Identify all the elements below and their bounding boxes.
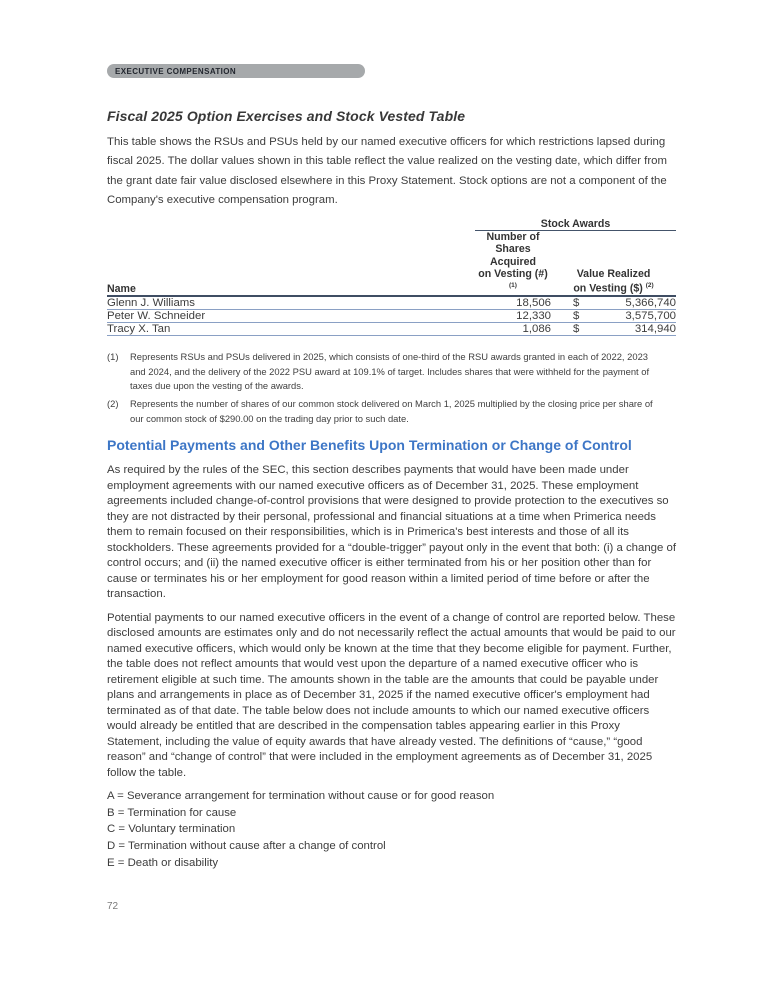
gap-cell [551,323,573,336]
definitions-list [107,788,677,871]
name-cell: Glenn J. Williams [107,297,195,310]
value-column-header [551,231,676,297]
definition-b: B = Termination for cause [107,806,237,819]
value-amount: 3,575,700 [625,310,677,323]
shares-cell: 1,086 [522,323,551,336]
footnote-2 [107,397,664,426]
definition-a: A = Severance arrangement for termination without cause or for good reason [107,790,495,803]
page-number: 72 [107,901,119,912]
dollar-sign: $ [573,323,580,336]
gap-cell [551,310,573,323]
column-header-row [107,231,676,297]
potential-payments-heading: Potential Payments and Other Benefits Upon Termination or Change of Control [107,437,632,454]
table-row [107,310,676,323]
shares-cell: 12,330 [516,310,551,323]
value-header-line1: Value Realized [576,268,651,281]
footnote-text: Represents RSUs and PSUs delivered in 2025, which consists of one-third of the RSU awards granted in each of 2022, 2023 and 2024, and the delivery of the 2022 PSU award at 109.1% of target. Includes shares that were withheld for the payment of taxes due upon the vesting of the awards. [130,351,650,392]
intro-paragraph: This table shows the RSUs and PSUs held by our named executive officers for which restrictions lapsed during fiscal 2025. The dollar values shown in this table reflect the value realized on the vesting date, which differ from the grant date fair value disclosed elsewhere in this Proxy Statement. Stock options are not a component of the Company's executive compensation program. [107,136,667,206]
name-cell: Peter W. Schneider [107,310,206,323]
potential-payments-paragraph-1: As required by the rules of the SEC, this section describes payments that would have been made under employment agreements with our named executive officers as of December 31, 2025. These employment agreements included change-of-control provisions that were designed to provide protection to the executives so they are not distracted by their personal, professional and financial situations at a time when Primerica needs them to remain focused on their responsibilities, which is in Primerica's best interests and those of all its stockholders. These agreements provided for a “double-trigger” payout only in the event that both: (i) a change of control occurs; and (ii) the named executive officer is either terminated from his or her position other than for cause or terminates his or her employment for good reason within a limited period of time before or after the transaction. [107,464,677,601]
footnotes [107,350,664,426]
value-cell [573,296,676,310]
definition-d: D = Termination without cause after a change of control [107,840,386,853]
value-amount: 5,366,740 [625,297,677,310]
dollar-sign: $ [573,297,580,310]
footnote-1 [107,350,664,393]
section-badge-label: EXECUTIVE COMPENSATION [115,66,237,76]
shares-header-line3: on Vesting (#) [478,268,548,281]
footnote-1-ref: (1) [509,282,517,290]
name-cell: Tracy X. Tan [107,323,171,336]
gap-cell [551,296,573,310]
page-content [107,0,677,871]
table-row [107,323,676,336]
stock-vested-table [107,218,676,336]
footnote-2-ref: (2) [645,282,654,290]
value-header-line2: on Vesting ($) [573,282,643,295]
footnote-marker: (2) [107,398,119,410]
value-cell [573,323,676,336]
footnote-marker: (1) [107,351,119,363]
footnote-text: Represents the number of shares of our common stock delivered on March 1, 2025 multiplied by the closing price per share of our common stock of $290.00 on the trading day prior to such date. [130,398,653,424]
shares-header-line1: Number of [486,231,540,244]
name-column-header: Name [107,282,136,295]
shares-cell: 18,506 [516,297,551,310]
group-header-spacer [107,218,475,231]
potential-payments-paragraph-2: Potential payments to our named executive officers in the event of a change of control are reported below. These disclosed amounts are estimates only and do not necessarily reflect the actual amounts that would be paid to our named executive officers, which would only be known at the time that they become eligible for payment. Further, the table does not reflect amounts that would vest upon the departure of a named executive officer who is retirement eligible at such time. The amounts shown in the table are the amounts that could be payable under plans and arrangements in place as of December 31, 2025 if the named executive officer's employment had terminated as of that date. The table below does not include amounts to which our named executive officers would already be entitled that are described in the compensation tables appearing earlier in this Proxy Statement, including the value of equity awards that have already vested. The definitions of “cause,” “good reason” and “change of control” that were included in the employment agreements as of December 31, 2025 follow the table. [107,611,676,779]
stock-awards-group-header: Stock Awards [475,218,676,231]
shares-header-line2: Shares Acquired [490,243,536,268]
definition-c: C = Voluntary termination [107,823,236,836]
table-row [107,296,676,310]
group-header-row [107,218,676,231]
dollar-sign: $ [573,310,580,323]
table-section-title: Fiscal 2025 Option Exercises and Stock Vested Table [107,108,466,124]
definition-e: E = Death or disability [107,856,219,869]
value-cell [573,310,676,323]
shares-column-header [475,231,551,297]
value-amount: 314,940 [634,323,677,336]
section-badge [107,64,365,78]
